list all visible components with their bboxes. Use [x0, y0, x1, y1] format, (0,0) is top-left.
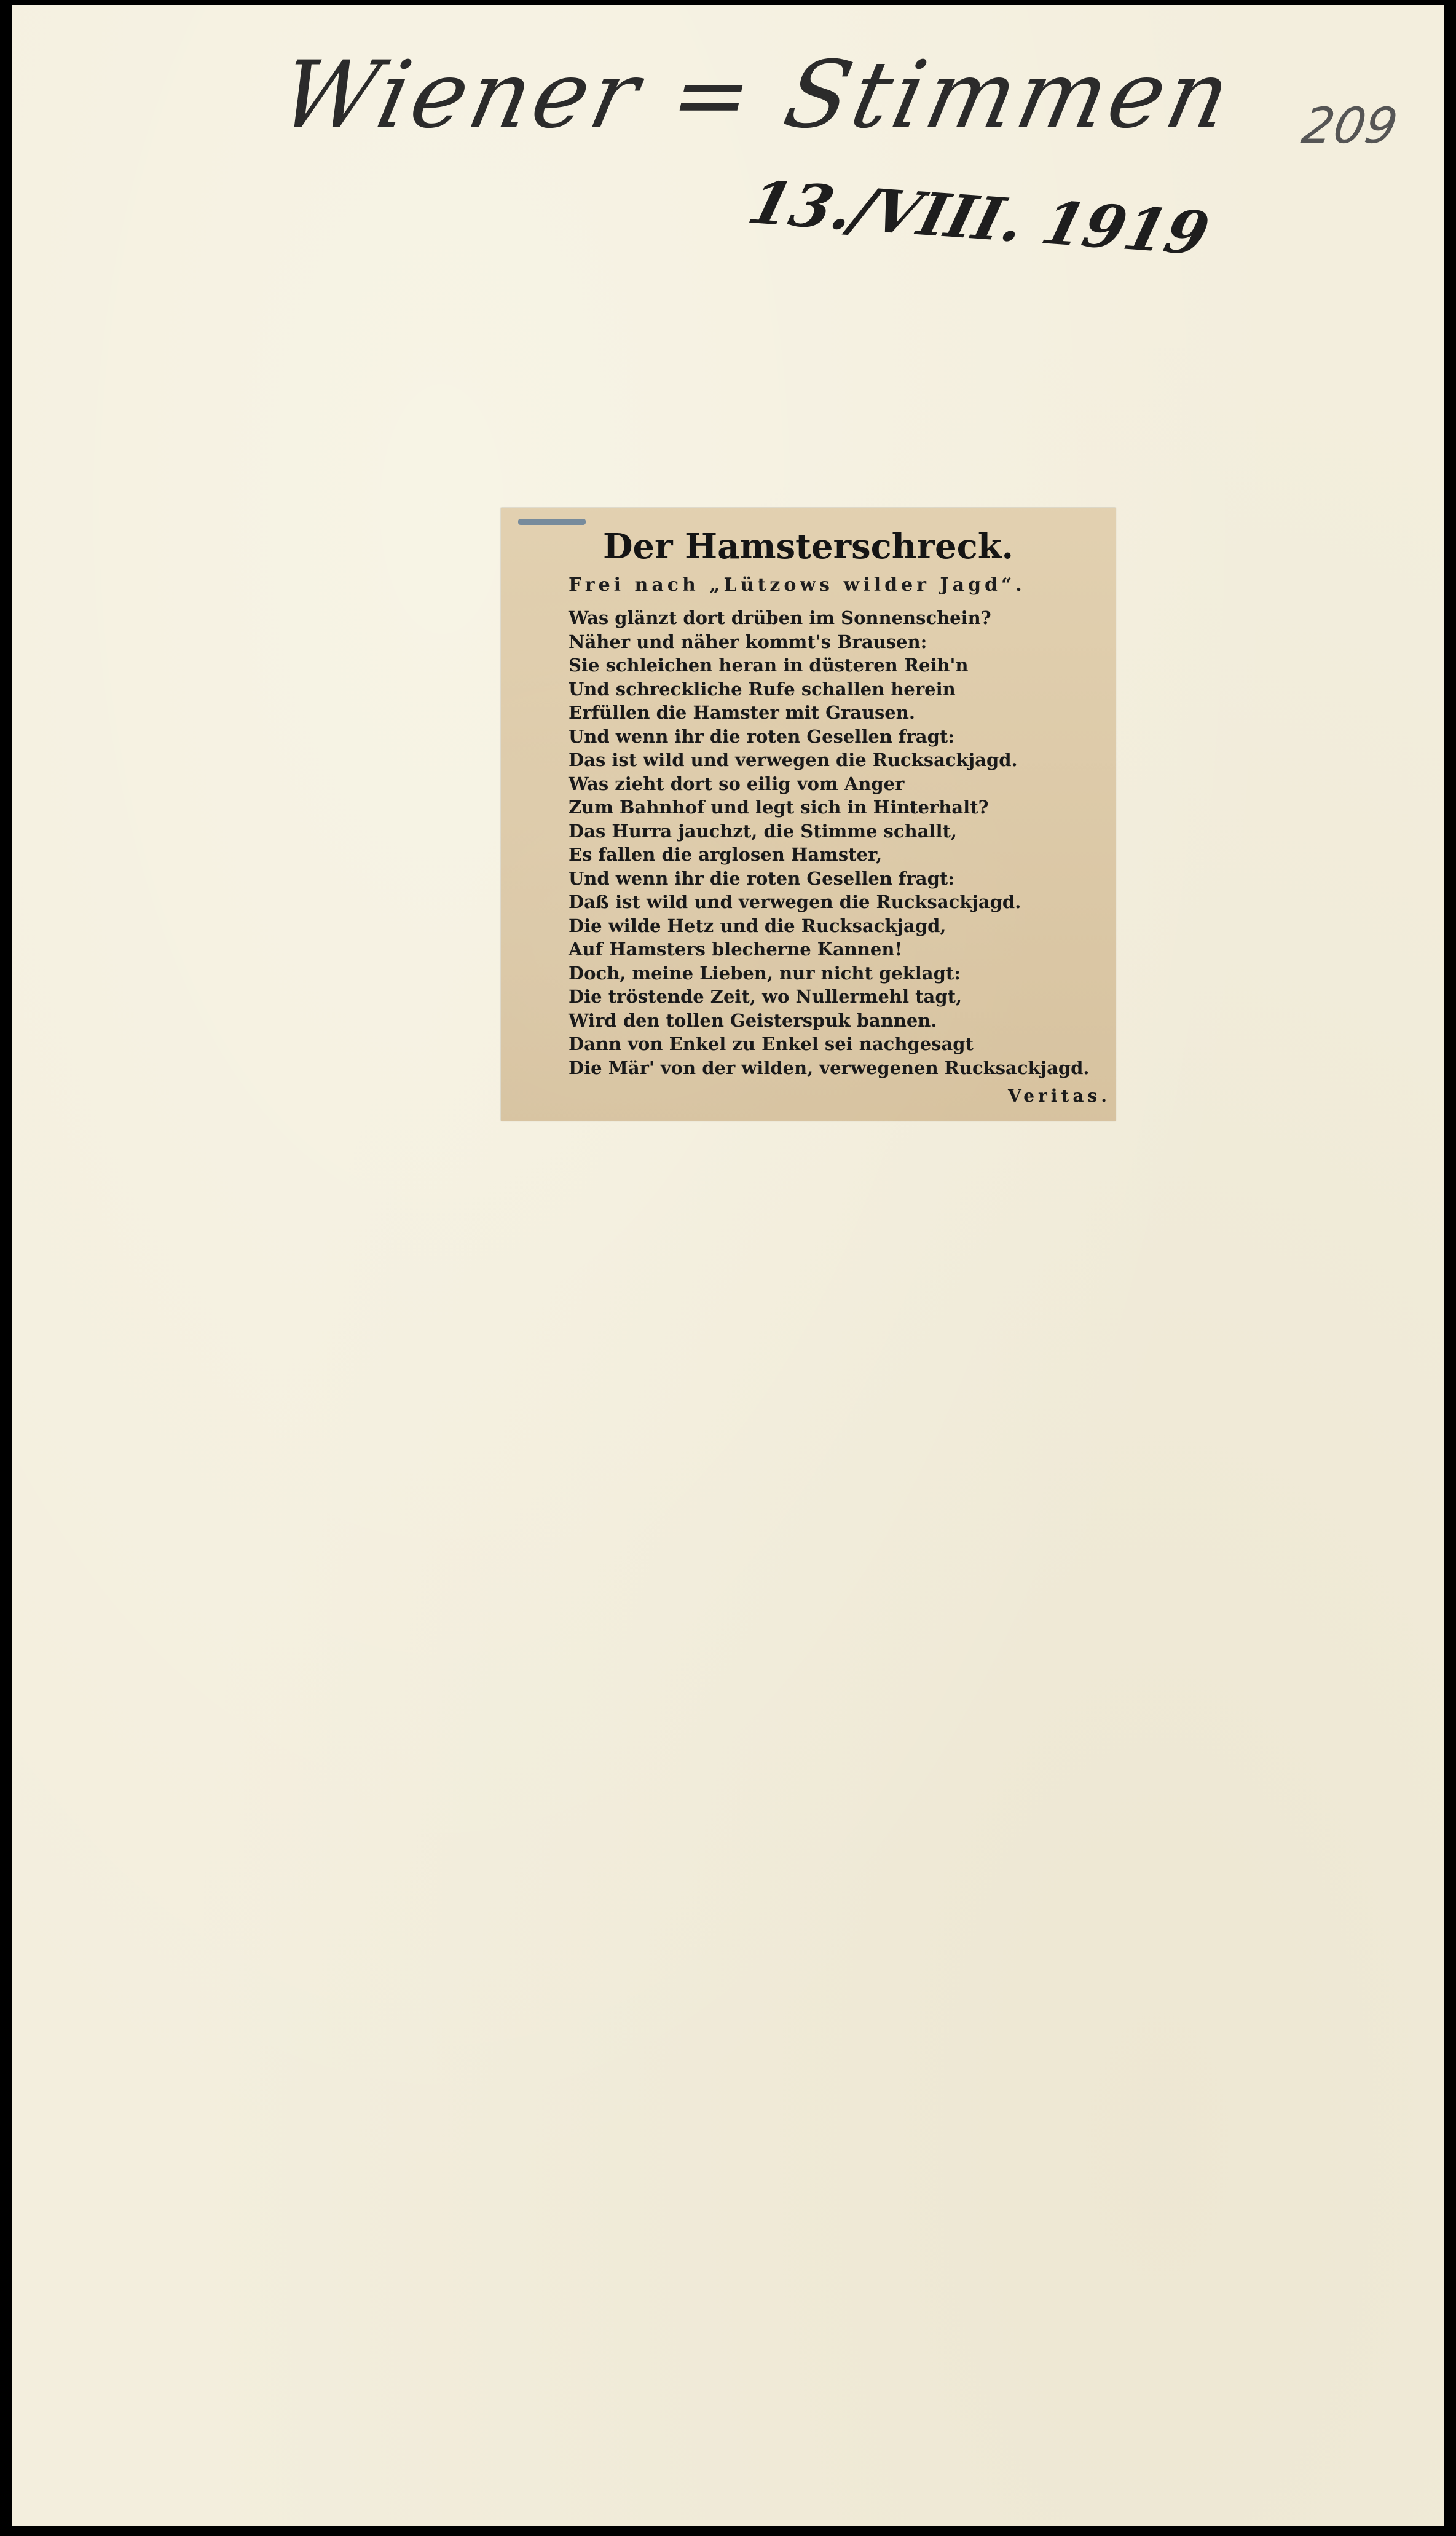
poem-line: Und wenn ihr die roten Gesellen fragt: [569, 867, 954, 889]
poem-body [569, 606, 1109, 1080]
poem-line: Das ist wild und verwegen die Rucksackjagd. [569, 749, 1018, 770]
poem-line: Was glänzt dort drüben im Sonnenschein? [569, 607, 991, 628]
poem-line: Wird den tollen Geisterspuk bannen. [569, 1009, 937, 1031]
poem-line: Auf Hamsters blecherne Kannen! [569, 939, 903, 960]
folio-number: 209 [1297, 97, 1402, 154]
poem-line: Und schreckliche Rufe schallen herein [569, 678, 956, 700]
poem-subtitle: Frei nach „Lützows wilder Jagd“. [569, 574, 1026, 596]
poem-line: Doch, meine Lieben, nur nicht geklagt: [569, 962, 961, 984]
newspaper-clipping [501, 508, 1116, 1121]
poem-line: Die wilde Hetz und die Rucksackjagd, [569, 915, 946, 936]
ink-mark [518, 519, 586, 525]
poem-line: Die Mär' von der wilden, verwegenen Rucksackjagd. [569, 1057, 1090, 1078]
poem-line: Daß ist wild und verwegen die Rucksackjagd. [569, 891, 1021, 912]
author-signature: Veritas. [1008, 1086, 1111, 1106]
poem-line: Was zieht dort so eilig vom Anger [569, 773, 905, 794]
handwritten-title: Wiener = Stimmen [271, 42, 1243, 149]
poem-title: Der Hamsterschreck. [602, 526, 1014, 567]
poem-line: Dann von Enkel zu Enkel sei nachgesagt [569, 1033, 974, 1054]
poem-line: Zum Bahnhof und legt sich in Hinterhalt? [569, 797, 989, 818]
poem-line: Die tröstende Zeit, wo Nullermehl tagt, [569, 986, 962, 1007]
poem-line: Näher und näher kommt's Brausen: [569, 631, 927, 652]
archive-sheet [12, 5, 1444, 2526]
poem-line: Und wenn ihr die roten Gesellen fragt: [569, 725, 954, 747]
handwritten-header [271, 42, 1328, 269]
poem-line: Das Hurra jauchzt, die Stimme schallt, [569, 820, 957, 842]
poem-line: Sie schleichen heran in düsteren Reih'n [569, 655, 969, 676]
poem-line: Erfüllen die Hamster mit Grausen. [569, 702, 915, 723]
poem-line: Es fallen die arglosen Hamster, [569, 844, 883, 865]
handwritten-date: 13./VIII. 1919 [742, 167, 1216, 269]
